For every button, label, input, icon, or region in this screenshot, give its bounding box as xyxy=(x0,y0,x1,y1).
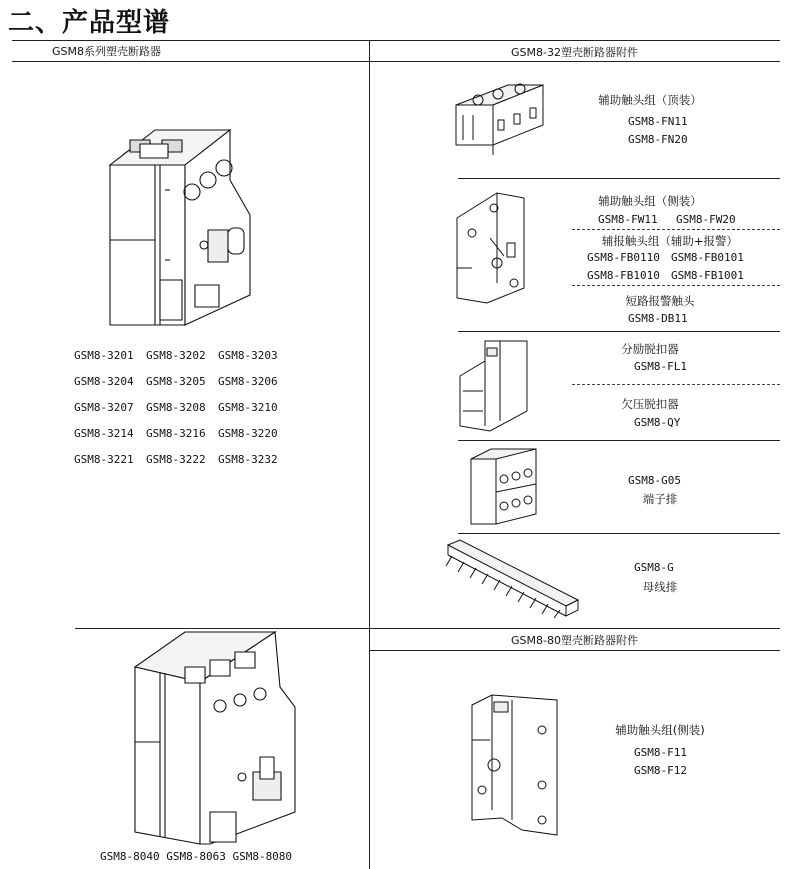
model-code: GSM8-3216 xyxy=(146,427,206,440)
model-code: GSM8-3207 xyxy=(74,401,134,414)
model-code: GSM8-3232 xyxy=(218,453,278,466)
terminal-block-code: GSM8-G05 xyxy=(628,474,681,487)
shunt-release-title: 分励脱扣器 xyxy=(621,342,679,356)
model-code: GSM8-3205 xyxy=(146,375,206,388)
model-code: GSM8-3203 xyxy=(218,349,278,362)
left-column-header: GSM8系列塑壳断路器 xyxy=(52,45,161,58)
short-circuit-title: 短路报警触头 xyxy=(625,294,695,308)
undervoltage-code: GSM8-QY xyxy=(634,416,681,429)
busbar-illustration xyxy=(440,540,580,620)
accessories-80-header: GSM8-80塑壳断路器附件 xyxy=(511,634,638,647)
side-contact-title: 辅助触头组（侧装） xyxy=(598,194,702,208)
side-contact-80-code: GSM8-F12 xyxy=(634,764,687,777)
table-row xyxy=(74,375,294,401)
model-code: GSM8-3208 xyxy=(146,401,206,414)
top-contact-code: GSM8-FN20 xyxy=(628,133,688,146)
alarm-contact-code: GSM8-FB1001 xyxy=(671,269,744,282)
table-row xyxy=(74,427,294,453)
short-circuit-code: GSM8-DB11 xyxy=(628,312,688,325)
side-contact-code: GSM8-FW11 xyxy=(598,213,658,226)
gsm8-32-model-list xyxy=(74,349,294,479)
model-code: GSM8-3202 xyxy=(146,349,206,362)
row-divider-1 xyxy=(458,178,780,179)
column-divider xyxy=(369,40,370,869)
undervoltage-title: 欠压脱扣器 xyxy=(621,397,679,411)
gsm8-32-breaker-illustration xyxy=(100,120,270,330)
busbar-code: GSM8-G xyxy=(634,561,674,574)
section-divider-80 xyxy=(75,628,780,629)
terminal-block-title: 端子排 xyxy=(642,492,678,506)
dashed-separator-2 xyxy=(572,285,780,286)
header-divider-80 xyxy=(369,650,780,651)
side-contact-illustration xyxy=(452,188,532,308)
header-divider xyxy=(12,61,780,62)
row-divider-4 xyxy=(458,533,780,534)
top-contact-title: 辅助触头组（顶装） xyxy=(598,93,702,107)
shunt-release-code: GSM8-FL1 xyxy=(634,360,687,373)
model-code: GSM8-3220 xyxy=(218,427,278,440)
dashed-separator-1 xyxy=(572,229,780,230)
model-code: GSM8-3214 xyxy=(74,427,134,440)
side-contact-code: GSM8-FW20 xyxy=(676,213,736,226)
terminal-block-illustration xyxy=(466,444,546,530)
side-contact-80-illustration xyxy=(462,690,572,840)
alarm-contact-code: GSM8-FB0101 xyxy=(671,251,744,264)
busbar-title: 母线排 xyxy=(642,580,678,594)
gsm8-80-breaker-illustration xyxy=(130,632,310,847)
side-contact-80-title: 辅助触头组(侧装) xyxy=(615,723,705,737)
model-code: GSM8-3204 xyxy=(74,375,134,388)
table-row xyxy=(74,401,294,427)
accessories-32-header: GSM8-32塑壳断路器附件 xyxy=(511,46,638,59)
model-code: GSM8-3221 xyxy=(74,453,134,466)
row-divider-3 xyxy=(458,440,780,441)
table-row xyxy=(74,453,294,479)
table-row xyxy=(74,349,294,375)
model-code: GSM8-3222 xyxy=(146,453,206,466)
model-code: GSM8-3206 xyxy=(218,375,278,388)
model-code: GSM8-3210 xyxy=(218,401,278,414)
gsm8-80-model-list: GSM8-8040 GSM8-8063 GSM8-8080 xyxy=(100,850,293,863)
side-contact-80-code: GSM8-F11 xyxy=(634,746,687,759)
alarm-contact-code: GSM8-FB1010 xyxy=(587,269,660,282)
page-title: 二、产品型谱 xyxy=(8,8,171,38)
row-divider-2 xyxy=(458,331,780,332)
dashed-separator-3 xyxy=(572,384,780,385)
release-illustration xyxy=(455,336,535,436)
model-code: GSM8-3201 xyxy=(74,349,134,362)
alarm-contact-code: GSM8-FB0110 xyxy=(587,251,660,264)
top-contact-code: GSM8-FN11 xyxy=(628,115,688,128)
table-top-border xyxy=(12,40,780,41)
top-contact-illustration xyxy=(448,80,548,160)
alarm-contact-title: 辅报触头组（辅助+报警） xyxy=(601,234,739,248)
